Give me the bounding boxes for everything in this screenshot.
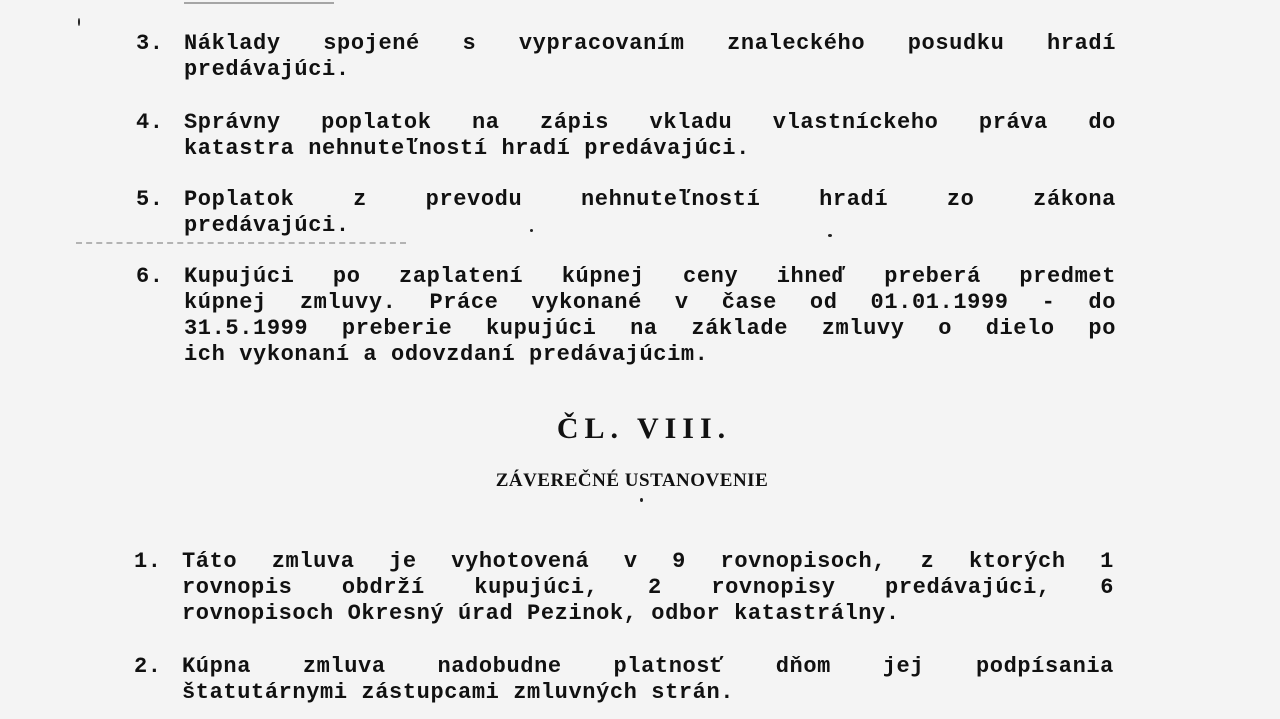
article-subtitle: ZÁVEREČNÉ USTANOVENIE — [495, 470, 769, 491]
scan-speck — [530, 229, 533, 232]
item-line: Poplatok z prevodu nehnuteľností hradí zo zákona — [184, 187, 1116, 212]
item-text — [184, 31, 1116, 83]
item-number: 4. — [136, 110, 164, 135]
item-line: Táto zmluva je vyhotovená v 9 rovnopisoch, z ktorých 1 — [182, 549, 1114, 574]
item-line: Kúpna zmluva nadobudne platnosť dňom jej podpísania — [182, 654, 1114, 679]
item-line: ich vykonaní a odovzdaní predávajúcim. — [184, 342, 709, 367]
item-number: 5. — [136, 187, 164, 212]
item-line: štatutárnymi zástupcami zmluvných strán. — [182, 680, 735, 705]
item-line: Kupujúci po zaplatení kúpnej ceny ihneď preberá predmet — [184, 264, 1116, 289]
scan-artifact-dashed-line — [76, 242, 406, 244]
item-number: 1. — [134, 549, 162, 574]
scan-speck — [78, 18, 80, 26]
item-number: 6. — [136, 264, 164, 289]
item-line: rovnopisoch Okresný úrad Pezinok, odbor katastrálny. — [182, 601, 900, 626]
item-text — [182, 549, 1114, 627]
item-line: kúpnej zmluvy. Práce vykonané v čase od 01.01.1999 - do — [184, 290, 1116, 315]
item-number: 3. — [136, 31, 164, 56]
item-text — [182, 654, 1114, 706]
item-text — [184, 110, 1116, 162]
item-line: predávajúci. — [184, 57, 350, 82]
item-line: Správny poplatok na zápis vkladu vlastníckeho práva do — [184, 110, 1116, 135]
item-line: 31.5.1999 preberie kupujúci na základe zmluvy o dielo po — [184, 316, 1116, 341]
article-title: ČL. VIII. — [556, 412, 732, 445]
item-line: Náklady spojené s vypracovaním znaleckého posudku hradí — [184, 31, 1116, 56]
item-line: rovnopis obdrží kupujúci, 2 rovnopisy predávajúci, 6 — [182, 575, 1114, 600]
cropped-top-line — [184, 0, 334, 4]
item-text — [184, 264, 1116, 368]
item-line: katastra nehnuteľností hradí predávajúci. — [184, 136, 750, 161]
scan-speck — [828, 234, 832, 237]
scan-speck — [640, 498, 643, 502]
item-text — [184, 187, 1116, 239]
item-line: predávajúci. — [184, 213, 350, 238]
item-number: 2. — [134, 654, 162, 679]
